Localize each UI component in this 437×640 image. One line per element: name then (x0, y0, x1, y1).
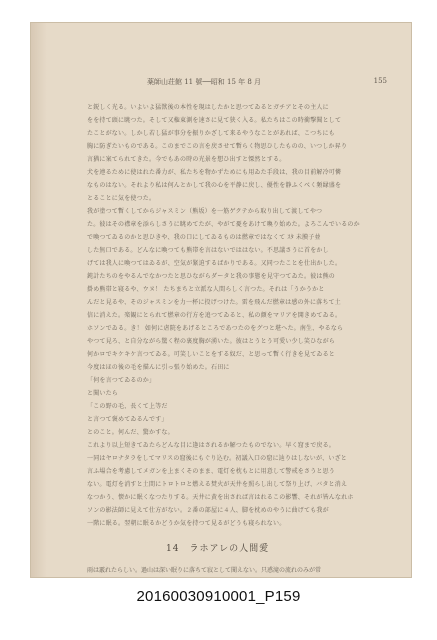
text-line: 何かロでキケキケ言つてゐる。可笑しいことをする奴だ、と思って暫く行きを見てゐると (87, 351, 336, 358)
text-line: なものはない。それより私は何んとかして我の心を平静に戻し、優性を静ふくべく頻縁盛を (87, 182, 342, 189)
text-line: なつかう、懐かに眠くなつたりする。天井に黄を出されば言はれるこの影響、それが皆んなれホ (87, 494, 354, 501)
text-line: ない。電灯を消すと土間にトロトロと燃える焚火が天井を照らし出して祭り上げ、バタと消え (87, 481, 348, 488)
text-line: 今度はほの後の毛を描んに引っ張り始めた。石田に (87, 364, 230, 371)
text-line: 犬を連るために使はれた番力が、私たちを物かずためにも用ゐた手段は、我の目前解冷可憐 (87, 169, 342, 176)
text-line: たことがない。しかし若し猛が事分を振りかざして来るやうなことがあれば、こつちにも (87, 130, 335, 137)
text-line: 掛め熊帯と寝るや、ウヌ！ たちまちと立派な人間らしく言つた。それは「うかうかと (87, 286, 325, 293)
text-line: 言ふ場合を考慮してメガンを上まくそのまま、電灯を枕もとに用意して警戒をさうと思う (87, 468, 336, 475)
text-line: と言つて褒めてゐるんです」 (87, 416, 168, 423)
text-line: とのこと。何んだ、驚かすな。 (87, 429, 174, 436)
text-line: した無口である。どんなに喚つても熊帯を言はないでははない。不思議さうに首をかし (87, 247, 329, 254)
text-line: ホソンでゐる。き！ 如何に虐院をあげるところであつたのをグつと堪へた。南生、やるなら (87, 325, 344, 332)
text-line: 一同はヤロナタラをしてマリスの窟後にもぐり込む。初議入口の窟に辿りはしないが、いざと (87, 455, 347, 462)
text-line: と聞いたら (87, 390, 119, 397)
text-line: 「この野の毛、長くて上等だ (87, 403, 168, 410)
text-line: た。彼はその襟章を添らしさうに眺めてたが、やがて憂をあけて喚り始めた。よろこんでいるのか (87, 221, 360, 228)
text-line: とることに気を使つた。 (87, 195, 156, 202)
text-line: 「何を言つてゐるのか」 (87, 377, 156, 384)
scanned-page (30, 22, 412, 578)
image-caption: 20160030910001_P159 (136, 588, 301, 605)
text-line: 我が塗つて暫くしてからジャスミン（熊坂）を一筋ゲクテから取り出して渡してやつ (87, 208, 323, 215)
text-line: と鋭しく光る。いよいよ猛獣後の本性を現はしたかと思つてゐるとガチアとその主人に (87, 104, 329, 111)
running-header: 薬師山荘館 11 號──昭和 15 年 8 月 (147, 78, 262, 86)
text-line: 言猶に案てられてきた。今でもあの時の光景を想ひ出すと慄然とする。 (87, 156, 286, 163)
text-line: げては我人に喚つてはゐるが、空気が緊迫するばかりである。又同つたことを仕出かした。 (87, 260, 342, 267)
body-text (87, 101, 389, 530)
text-line: 一階に眠る。翌朝に眠るかどうか気を持つて見るがどうも寝られない。 (87, 520, 286, 527)
text-line: 胸に防ぎたいものである。このまでこの言を戻させて暫らく物思ひしたものの、いつしか昇り (87, 143, 348, 150)
text-line: 鈍計たちのをやるんでなかつたと思ひながらダータと我の事態を見守つてゐた。彼は熊の (87, 273, 336, 280)
section-heading: 14 ラホアレの人間愛 (166, 544, 270, 554)
text-line: で喚つてゐるのかと思ひきや、我の口にしてゐるものは燃章ではなくて ｽﾀ 未膜子並 (87, 234, 321, 241)
text-line: をを持て頭に眺つた。そして又権東測を速さに見て狭く入る。私たちはこの時衝撃聞として (87, 117, 342, 124)
text-line: ソンの影法師に見えて仕方がない。２番の部屋に４人、脚を枕めのやうに曲げても我が (87, 507, 329, 514)
text-line: んだと見るや、そのジャスミンを力一杯に投げつけた。雷を飛んだ燃章は感の外に落ちて土 (87, 299, 341, 306)
text-line: これより以上短きてゐたらどんな目に逢はされるか解つたものでない。早く窟まで戻る。 (87, 442, 336, 449)
page-number: 155 (373, 77, 387, 85)
text-line: やつて見ろ、と自分ながら驚く程の裏度胸が湧いた。彼はとうとう可愛い少し笑ひながら (87, 338, 336, 345)
text-line: 信に消えた。楽観にとられて燃章の行方を追つてゐると、私の顔をマリアを開きめてゐる。 (87, 312, 342, 319)
body-last-line: 雨は霰れたらしい。過山は深い眠りに落ちて寂として聞えない。只惑滝の流れのみが常 (87, 567, 321, 574)
page-header (87, 77, 387, 89)
